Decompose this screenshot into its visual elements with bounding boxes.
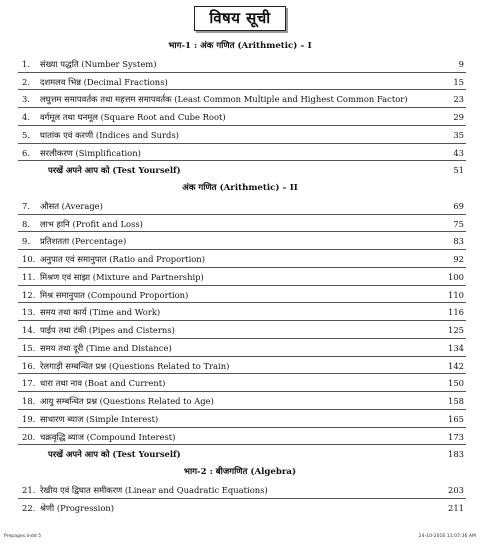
chapter-title: परखें अपने आप को (Test Yourself) <box>48 449 181 460</box>
chapter-number: 12. <box>22 289 36 300</box>
chapter-title: अनुपात एवं समानुपात (Ratio and Proportion) <box>40 254 205 264</box>
page-number: 29 <box>453 112 464 122</box>
page-number: 203 <box>448 484 464 495</box>
chapter-title: आयु सम्बन्धित प्रश्न (Questions Related to Age) <box>40 396 214 406</box>
page-number: 165 <box>448 413 464 424</box>
page-number: 92 <box>453 254 464 264</box>
chapter-title: सरलीकरण (Simplification) <box>40 147 141 158</box>
footer-timestamp: 24-10-2016 11:07:36 AM <box>418 534 476 539</box>
chapter-title: समय तथा दूरी (Time and Distance) <box>40 342 172 353</box>
toc-entry <box>0 269 480 287</box>
chapter-number: 5. <box>22 129 30 140</box>
page-title: विषय सूची <box>194 6 285 31</box>
chapter-title: औसत (Average) <box>40 200 103 211</box>
page-number: 173 <box>448 431 464 442</box>
page-number: 134 <box>448 342 464 353</box>
page-number: 110 <box>448 289 464 300</box>
toc-entry <box>0 358 480 376</box>
toc-entry <box>0 304 480 322</box>
chapter-title: मिश्र समानुपात (Compound Proportion) <box>40 289 189 300</box>
page-number: 158 <box>448 396 464 406</box>
chapter-number: 9. <box>22 236 30 247</box>
chapter-number: 19. <box>22 413 36 424</box>
page-number: 15 <box>453 76 464 87</box>
print-footer <box>0 534 480 542</box>
chapter-title: समय तथा कार्य (Time and Work) <box>40 307 161 318</box>
chapter-number: 11. <box>22 271 36 282</box>
toc-entry <box>0 322 480 340</box>
toc-entry <box>0 91 480 109</box>
page-number: 100 <box>448 271 464 282</box>
chapter-title: लघुत्तम समापवर्तक तथा महत्तम समापवर्तक (Least Common Multiple and Highest Common Factor) <box>40 94 408 105</box>
page-number: 142 <box>448 360 464 371</box>
chapter-number: 6. <box>22 147 30 158</box>
toc-entry <box>0 233 480 251</box>
chapter-number: 15. <box>22 342 36 353</box>
chapter-title: रेखीय एवं द्विघात समीकरण (Linear and Quadratic Equations) <box>40 484 268 495</box>
page-number: 69 <box>453 200 464 211</box>
chapter-title: पाईप तथा टंकी (Pipes and Cisterns) <box>40 325 175 335</box>
chapter-title: परखें अपने आप को (Test Yourself) <box>48 165 181 176</box>
toc-entry <box>0 411 480 429</box>
page-number: 35 <box>453 129 464 140</box>
chapter-title: दशमलव भिन्न (Decimal Fractions) <box>40 76 168 87</box>
chapter-number: 17. <box>22 378 36 389</box>
chapter-title: श्रेणी (Progression) <box>40 502 115 513</box>
section-heading: अंक गणित (Arithmetic) – II <box>182 183 298 193</box>
page-number: 125 <box>448 325 464 335</box>
chapter-number: 2. <box>22 76 30 87</box>
chapter-number: 16. <box>22 360 36 371</box>
chapter-number: 10. <box>22 254 36 264</box>
chapter-number: 7. <box>22 200 30 211</box>
chapter-title: संख्या पद्धति (Number System) <box>40 58 157 69</box>
chapter-number: 13. <box>22 307 36 318</box>
toc-entry <box>0 198 480 216</box>
chapter-title: रेलगाड़ी सम्बन्धित प्रश्न (Questions Related to Train) <box>40 360 230 371</box>
page-number: 83 <box>453 236 464 247</box>
title-area <box>0 6 480 31</box>
chapter-number: 22. <box>22 502 36 513</box>
test-yourself-entry <box>0 162 480 180</box>
section-heading: भाग-1 : अंक गणित (Arithmetic) – I <box>168 41 312 51</box>
chapter-title: लाभ हानि (Profit and Loss) <box>40 218 143 229</box>
chapter-number: 18. <box>22 396 36 406</box>
table-of-contents <box>0 38 480 517</box>
chapter-title: मिश्रण एवं साझा (Mixture and Partnership) <box>40 271 204 282</box>
toc-entry <box>0 340 480 358</box>
chapter-number: 4. <box>22 112 30 122</box>
toc-entry <box>0 74 480 92</box>
page-number: 150 <box>448 378 464 389</box>
chapter-title: घातांक एवं करणी (Indices and Surds) <box>40 129 179 140</box>
page-number: 211 <box>448 502 464 513</box>
page-number: 9 <box>458 58 464 69</box>
chapter-title: वर्गमूल तथा घनमूल (Square Root and Cube Root) <box>40 112 226 122</box>
chapter-title: धारा तथा नाव (Boat and Current) <box>40 378 166 389</box>
toc-entry <box>0 127 480 145</box>
chapter-number: 8. <box>22 218 30 229</box>
chapter-number: 14. <box>22 325 36 335</box>
toc-entry <box>0 145 480 163</box>
page-number: 183 <box>448 449 464 460</box>
chapter-title: प्रतिशतता (Percentage) <box>40 236 127 247</box>
chapter-number: 1. <box>22 58 30 69</box>
toc-entry <box>0 287 480 305</box>
chapter-number: 21. <box>22 484 36 495</box>
toc-entry <box>0 56 480 74</box>
toc-entry <box>0 216 480 234</box>
page-number: 116 <box>448 307 464 318</box>
page-number: 75 <box>453 218 464 229</box>
chapter-title: चक्रवृद्धि ब्याज (Compound Interest) <box>40 431 176 442</box>
toc-entry <box>0 500 480 518</box>
toc-entry <box>0 429 480 447</box>
chapter-number: 20. <box>22 431 36 442</box>
toc-entry <box>0 375 480 393</box>
footer-filename: Prepages.indd 5 <box>4 534 42 539</box>
page-number: 23 <box>453 94 464 105</box>
toc-entry <box>0 482 480 500</box>
toc-entry <box>0 393 480 411</box>
chapter-title: साधारण ब्याज (Simple Interest) <box>40 413 159 424</box>
chapter-number: 3. <box>22 94 30 105</box>
toc-entry <box>0 251 480 269</box>
page-number: 43 <box>453 147 464 158</box>
toc-entry <box>0 109 480 127</box>
section-heading: भाग-2 : बीजगणित (Algebra) <box>183 467 297 477</box>
page-number: 51 <box>453 165 464 176</box>
test-yourself-entry <box>0 446 480 464</box>
